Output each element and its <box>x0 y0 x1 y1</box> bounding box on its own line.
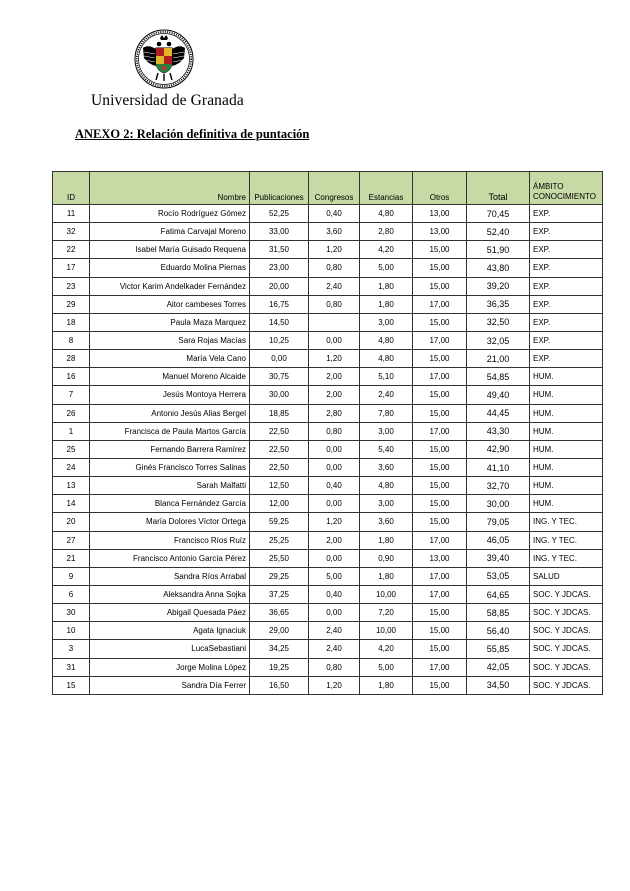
cell-congresos: 0,00 <box>309 549 360 567</box>
cell-publicaciones: 29,00 <box>250 622 309 640</box>
table-row <box>53 531 603 549</box>
cell-otros: 15,00 <box>413 513 467 531</box>
cell-estancias: 4,80 <box>360 350 413 368</box>
cell-nombre: María Vela Cano <box>90 350 250 368</box>
cell-ambito: ING. Y TEC. <box>530 513 603 531</box>
annex-title: ANEXO 2: Relación definitiva de puntación <box>75 127 310 141</box>
cell-congresos: 2,80 <box>309 404 360 422</box>
cell-nombre: María Dolores Víctor Ortega <box>90 513 250 531</box>
cell-nombre: Francisco Ríos Ruíz <box>90 531 250 549</box>
cell-congresos: 2,00 <box>309 531 360 549</box>
cell-ambito: SOC. Y JDCAS. <box>530 640 603 658</box>
cell-publicaciones: 22,50 <box>250 422 309 440</box>
cell-estancias: 7,80 <box>360 404 413 422</box>
cell-total: 39,20 <box>467 277 530 295</box>
cell-otros: 17,00 <box>413 368 467 386</box>
cell-nombre: Francisca de Paula Martos García <box>90 422 250 440</box>
cell-congresos <box>309 313 360 331</box>
cell-estancias: 10,00 <box>360 585 413 603</box>
cell-total: 46,05 <box>467 531 530 549</box>
table-row <box>53 241 603 259</box>
cell-total: 53,05 <box>467 567 530 585</box>
cell-estancias: 5,00 <box>360 658 413 676</box>
cell-congresos: 1,20 <box>309 350 360 368</box>
table-row <box>53 205 603 223</box>
table-row <box>53 477 603 495</box>
cell-total: 51,90 <box>467 241 530 259</box>
cell-otros: 17,00 <box>413 567 467 585</box>
cell-total: 56,40 <box>467 622 530 640</box>
cell-total: 43,80 <box>467 259 530 277</box>
cell-estancias: 0,90 <box>360 549 413 567</box>
cell-estancias: 1,80 <box>360 531 413 549</box>
cell-congresos: 5,00 <box>309 567 360 585</box>
cell-nombre: Jorge Molina López <box>90 658 250 676</box>
table-row <box>53 640 603 658</box>
cell-ambito: HUM. <box>530 495 603 513</box>
cell-congresos: 2,00 <box>309 368 360 386</box>
cell-nombre: Fatima Carvajal Moreno <box>90 223 250 241</box>
cell-ambito: HUM. <box>530 386 603 404</box>
table-row <box>53 676 603 694</box>
cell-congresos: 1,20 <box>309 241 360 259</box>
cell-id: 13 <box>53 477 90 495</box>
cell-estancias: 3,00 <box>360 313 413 331</box>
cell-otros: 15,00 <box>413 350 467 368</box>
cell-otros: 15,00 <box>413 458 467 476</box>
cell-total: 79,05 <box>467 513 530 531</box>
cell-estancias: 3,60 <box>360 513 413 531</box>
cell-nombre: Ginés Francisco Torres Salinas <box>90 458 250 476</box>
cell-estancias: 5,00 <box>360 259 413 277</box>
cell-nombre: Paula Maza Marquez <box>90 313 250 331</box>
cell-publicaciones: 33,00 <box>250 223 309 241</box>
table-row <box>53 277 603 295</box>
cell-total: 42,05 <box>467 658 530 676</box>
cell-total: 41,10 <box>467 458 530 476</box>
table-row <box>53 622 603 640</box>
cell-otros: 15,00 <box>413 440 467 458</box>
table-row <box>53 513 603 531</box>
cell-ambito: ING. Y TEC. <box>530 549 603 567</box>
cell-total: 43,30 <box>467 422 530 440</box>
cell-estancias: 2,80 <box>360 223 413 241</box>
cell-otros: 15,00 <box>413 313 467 331</box>
university-name: Universidad de Granada <box>91 92 244 109</box>
cell-total: 32,70 <box>467 477 530 495</box>
cell-congresos: 0,00 <box>309 458 360 476</box>
table-row <box>53 440 603 458</box>
cell-estancias: 3,00 <box>360 422 413 440</box>
cell-total: 58,85 <box>467 604 530 622</box>
cell-estancias: 4,80 <box>360 205 413 223</box>
header-ambito <box>530 172 603 205</box>
cell-nombre: Eduardo Molina Piernas <box>90 259 250 277</box>
university-crest-icon <box>126 28 202 90</box>
cell-id: 10 <box>53 622 90 640</box>
cell-nombre: Agata Ignaciuk <box>90 622 250 640</box>
cell-total: 30,00 <box>467 495 530 513</box>
cell-nombre: Sara Rojas Macías <box>90 331 250 349</box>
cell-congresos: 0,00 <box>309 331 360 349</box>
cell-publicaciones: 59,25 <box>250 513 309 531</box>
cell-estancias: 2,40 <box>360 386 413 404</box>
cell-congresos: 0,40 <box>309 205 360 223</box>
cell-nombre: Abigail Quesada Páez <box>90 604 250 622</box>
cell-ambito: EXP. <box>530 295 603 313</box>
cell-publicaciones: 29,25 <box>250 567 309 585</box>
cell-otros: 15,00 <box>413 386 467 404</box>
cell-publicaciones: 25,50 <box>250 549 309 567</box>
cell-nombre: Rocío Rodríguez Gómez <box>90 205 250 223</box>
cell-congresos: 1,20 <box>309 513 360 531</box>
cell-otros: 15,00 <box>413 241 467 259</box>
cell-congresos: 0,00 <box>309 604 360 622</box>
header-estancias: Estancias <box>360 172 413 205</box>
cell-estancias: 4,80 <box>360 477 413 495</box>
cell-publicaciones: 19,25 <box>250 658 309 676</box>
cell-id: 7 <box>53 386 90 404</box>
cell-ambito: EXP. <box>530 241 603 259</box>
cell-total: 64,65 <box>467 585 530 603</box>
cell-nombre: Antonio Jesús Alias Bergel <box>90 404 250 422</box>
cell-congresos: 2,40 <box>309 622 360 640</box>
cell-congresos: 0,80 <box>309 422 360 440</box>
cell-otros: 17,00 <box>413 422 467 440</box>
cell-nombre: LucaSebastiani <box>90 640 250 658</box>
cell-ambito: SOC. Y JDCAS. <box>530 658 603 676</box>
cell-nombre: Fernando Barrera Ramírez <box>90 440 250 458</box>
cell-publicaciones: 10,25 <box>250 331 309 349</box>
table-row <box>53 368 603 386</box>
cell-otros: 17,00 <box>413 331 467 349</box>
cell-congresos: 2,40 <box>309 277 360 295</box>
cell-id: 16 <box>53 368 90 386</box>
cell-publicaciones: 30,00 <box>250 386 309 404</box>
header-ambito-line1: ÁMBITO <box>533 182 564 191</box>
cell-id: 26 <box>53 404 90 422</box>
cell-ambito: SOC. Y JDCAS. <box>530 676 603 694</box>
cell-nombre: Sarah Malfatti <box>90 477 250 495</box>
table-row <box>53 658 603 676</box>
table-row <box>53 259 603 277</box>
cell-publicaciones: 22,50 <box>250 440 309 458</box>
cell-estancias: 4,80 <box>360 331 413 349</box>
cell-otros: 15,00 <box>413 604 467 622</box>
cell-congresos: 0,40 <box>309 585 360 603</box>
cell-nombre: Sandra Día Ferrer <box>90 676 250 694</box>
cell-publicaciones: 30,75 <box>250 368 309 386</box>
table-row <box>53 404 603 422</box>
cell-estancias: 3,60 <box>360 458 413 476</box>
cell-nombre: Isabel María Guisado Requena <box>90 241 250 259</box>
cell-ambito: HUM. <box>530 440 603 458</box>
cell-total: 34,50 <box>467 676 530 694</box>
cell-total: 55,85 <box>467 640 530 658</box>
table-header-row <box>53 172 603 205</box>
cell-id: 22 <box>53 241 90 259</box>
cell-id: 30 <box>53 604 90 622</box>
table-row <box>53 313 603 331</box>
cell-id: 14 <box>53 495 90 513</box>
cell-ambito: SOC. Y JDCAS. <box>530 585 603 603</box>
cell-congresos: 1,20 <box>309 676 360 694</box>
cell-nombre: Victor Karim Andelkader Fernández <box>90 277 250 295</box>
cell-estancias: 5,40 <box>360 440 413 458</box>
cell-nombre: Blanca Fernández García <box>90 495 250 513</box>
table-row <box>53 295 603 313</box>
cell-publicaciones: 22,50 <box>250 458 309 476</box>
cell-estancias: 1,80 <box>360 277 413 295</box>
cell-congresos: 0,00 <box>309 440 360 458</box>
cell-ambito: HUM. <box>530 422 603 440</box>
cell-nombre: Aleksandra Anna Sojka <box>90 585 250 603</box>
cell-publicaciones: 14,50 <box>250 313 309 331</box>
table-row <box>53 223 603 241</box>
header-congresos: Congresos <box>309 172 360 205</box>
table-row <box>53 567 603 585</box>
cell-total: 21,00 <box>467 350 530 368</box>
cell-id: 8 <box>53 331 90 349</box>
cell-id: 11 <box>53 205 90 223</box>
table-row <box>53 549 603 567</box>
header-otros: Otros <box>413 172 467 205</box>
cell-estancias: 10,00 <box>360 622 413 640</box>
cell-total: 42,90 <box>467 440 530 458</box>
cell-nombre: Sandra Ríos Arrabal <box>90 567 250 585</box>
cell-id: 32 <box>53 223 90 241</box>
cell-id: 24 <box>53 458 90 476</box>
table-row <box>53 350 603 368</box>
cell-congresos: 0,80 <box>309 658 360 676</box>
cell-id: 21 <box>53 549 90 567</box>
cell-id: 9 <box>53 567 90 585</box>
cell-total: 32,05 <box>467 331 530 349</box>
cell-estancias: 1,80 <box>360 567 413 585</box>
cell-estancias: 5,10 <box>360 368 413 386</box>
cell-publicaciones: 0,00 <box>250 350 309 368</box>
cell-estancias: 3,00 <box>360 495 413 513</box>
cell-publicaciones: 23,00 <box>250 259 309 277</box>
cell-ambito: HUM. <box>530 477 603 495</box>
cell-id: 25 <box>53 440 90 458</box>
cell-otros: 15,00 <box>413 277 467 295</box>
cell-total: 44,45 <box>467 404 530 422</box>
cell-otros: 13,00 <box>413 549 467 567</box>
header-nombre: Nombre <box>90 172 250 205</box>
cell-otros: 15,00 <box>413 622 467 640</box>
cell-publicaciones: 34,25 <box>250 640 309 658</box>
cell-publicaciones: 36,65 <box>250 604 309 622</box>
cell-publicaciones: 12,00 <box>250 495 309 513</box>
cell-total: 36,35 <box>467 295 530 313</box>
cell-otros: 15,00 <box>413 404 467 422</box>
cell-publicaciones: 37,25 <box>250 585 309 603</box>
cell-publicaciones: 31,50 <box>250 241 309 259</box>
cell-ambito: SOC. Y JDCAS. <box>530 622 603 640</box>
cell-otros: 15,00 <box>413 259 467 277</box>
cell-id: 3 <box>53 640 90 658</box>
cell-otros: 15,00 <box>413 676 467 694</box>
cell-congresos: 3,60 <box>309 223 360 241</box>
cell-otros: 17,00 <box>413 531 467 549</box>
table-row <box>53 604 603 622</box>
cell-ambito: EXP. <box>530 259 603 277</box>
cell-id: 1 <box>53 422 90 440</box>
cell-otros: 13,00 <box>413 205 467 223</box>
cell-otros: 17,00 <box>413 295 467 313</box>
cell-nombre: Manuel Moreno Alcaide <box>90 368 250 386</box>
table-row <box>53 458 603 476</box>
cell-estancias: 1,80 <box>360 676 413 694</box>
cell-id: 17 <box>53 259 90 277</box>
cell-publicaciones: 16,50 <box>250 676 309 694</box>
cell-congresos: 0,40 <box>309 477 360 495</box>
cell-congresos: 2,00 <box>309 386 360 404</box>
cell-total: 39,40 <box>467 549 530 567</box>
cell-id: 18 <box>53 313 90 331</box>
cell-id: 28 <box>53 350 90 368</box>
cell-id: 23 <box>53 277 90 295</box>
table-row <box>53 331 603 349</box>
cell-total: 54,85 <box>467 368 530 386</box>
header-publicaciones: Publicaciones <box>250 172 309 205</box>
table-row <box>53 585 603 603</box>
cell-publicaciones: 16,75 <box>250 295 309 313</box>
cell-publicaciones: 52,25 <box>250 205 309 223</box>
table-row <box>53 422 603 440</box>
cell-otros: 17,00 <box>413 585 467 603</box>
cell-id: 31 <box>53 658 90 676</box>
cell-ambito: ING. Y TEC. <box>530 531 603 549</box>
cell-otros: 15,00 <box>413 495 467 513</box>
cell-publicaciones: 12,50 <box>250 477 309 495</box>
cell-otros: 13,00 <box>413 223 467 241</box>
cell-otros: 15,00 <box>413 477 467 495</box>
cell-ambito: HUM. <box>530 368 603 386</box>
cell-id: 20 <box>53 513 90 531</box>
cell-total: 70,45 <box>467 205 530 223</box>
cell-estancias: 1,80 <box>360 295 413 313</box>
cell-ambito: EXP. <box>530 331 603 349</box>
cell-otros: 17,00 <box>413 658 467 676</box>
cell-total: 32,50 <box>467 313 530 331</box>
cell-id: 27 <box>53 531 90 549</box>
cell-id: 15 <box>53 676 90 694</box>
cell-nombre: Aitor cambeses Torres <box>90 295 250 313</box>
cell-otros: 15,00 <box>413 640 467 658</box>
cell-estancias: 4,20 <box>360 640 413 658</box>
header-id: ID <box>53 172 90 205</box>
cell-ambito: SALUD <box>530 567 603 585</box>
cell-publicaciones: 20,00 <box>250 277 309 295</box>
cell-ambito: HUM. <box>530 404 603 422</box>
cell-publicaciones: 18,85 <box>250 404 309 422</box>
header-total: Total <box>467 172 530 205</box>
cell-publicaciones: 25,25 <box>250 531 309 549</box>
cell-id: 6 <box>53 585 90 603</box>
cell-total: 49,40 <box>467 386 530 404</box>
cell-id: 29 <box>53 295 90 313</box>
cell-ambito: EXP. <box>530 223 603 241</box>
scores-table <box>52 171 603 695</box>
cell-congresos: 2,40 <box>309 640 360 658</box>
header-ambito-line2: CONOCIMIENTO <box>533 192 596 201</box>
cell-ambito: HUM. <box>530 458 603 476</box>
cell-nombre: Jesús Montoya Herrera <box>90 386 250 404</box>
table-row <box>53 386 603 404</box>
cell-total: 52,40 <box>467 223 530 241</box>
cell-ambito: EXP. <box>530 350 603 368</box>
cell-congresos: 0,00 <box>309 495 360 513</box>
table-row <box>53 495 603 513</box>
cell-ambito: EXP. <box>530 205 603 223</box>
cell-ambito: EXP. <box>530 313 603 331</box>
cell-ambito: SOC. Y JDCAS. <box>530 604 603 622</box>
cell-nombre: Francisco Antonio García Pérez <box>90 549 250 567</box>
cell-estancias: 4,20 <box>360 241 413 259</box>
cell-congresos: 0,80 <box>309 259 360 277</box>
cell-ambito: EXP. <box>530 277 603 295</box>
cell-congresos: 0,80 <box>309 295 360 313</box>
cell-estancias: 7,20 <box>360 604 413 622</box>
